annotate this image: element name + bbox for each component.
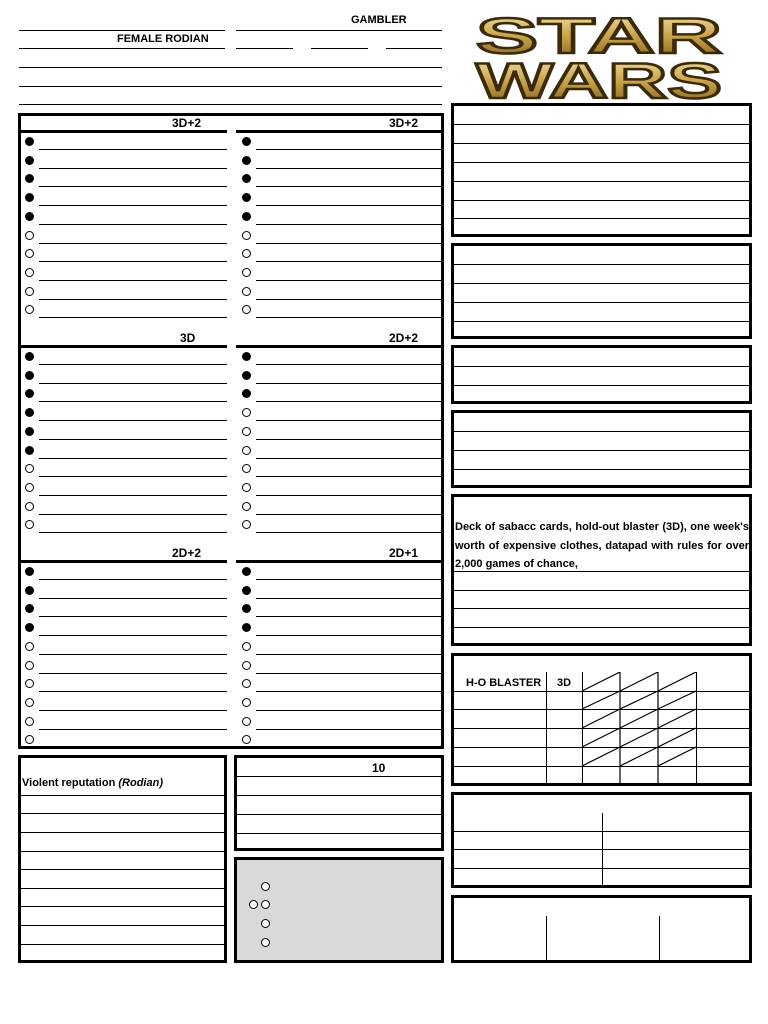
skill-line[interactable] — [256, 458, 442, 459]
wound-status-box — [451, 895, 752, 963]
skill-line[interactable] — [39, 224, 227, 225]
skill-line[interactable] — [39, 420, 227, 421]
attribute-value: 3D+2 — [389, 116, 419, 130]
connections-box — [451, 410, 752, 488]
skill-line[interactable] — [256, 439, 442, 440]
skill-line[interactable] — [39, 149, 227, 150]
objectives-box — [451, 345, 752, 404]
equipment-box — [451, 494, 752, 646]
skill-line[interactable] — [256, 635, 442, 636]
skill-line[interactable] — [256, 186, 442, 187]
skill-pip[interactable] — [242, 174, 251, 183]
complications-box — [18, 755, 227, 963]
skill-line[interactable] — [39, 439, 227, 440]
skill-line[interactable] — [256, 364, 442, 365]
skill-pip[interactable] — [25, 483, 34, 492]
skill-line[interactable] — [39, 747, 227, 748]
skill-pip[interactable] — [242, 520, 251, 529]
point-checkbox[interactable] — [261, 938, 270, 947]
skill-pip[interactable] — [25, 389, 34, 398]
skill-line[interactable] — [256, 495, 442, 496]
skill-pip[interactable] — [25, 567, 34, 576]
skill-line[interactable] — [256, 205, 442, 206]
skill-pip[interactable] — [25, 231, 34, 240]
skill-line[interactable] — [39, 280, 227, 281]
species-abilities-box — [451, 792, 752, 888]
skill-line[interactable] — [39, 317, 227, 318]
skill-pip[interactable] — [25, 520, 34, 529]
skill-line[interactable] — [39, 673, 227, 674]
skill-pip[interactable] — [242, 464, 251, 473]
complication-note: (Rodian) — [118, 777, 163, 789]
skill-pip[interactable] — [25, 249, 34, 258]
attribute-value: 2D+1 — [389, 546, 419, 560]
skill-pip[interactable] — [242, 679, 251, 688]
skill-pip[interactable] — [25, 717, 34, 726]
logo-text-wars: WARS — [476, 53, 722, 102]
skill-pip[interactable] — [25, 305, 34, 314]
skill-pip[interactable] — [242, 287, 251, 296]
skill-line[interactable] — [39, 598, 227, 599]
move-box — [234, 755, 444, 851]
skill-pip[interactable] — [242, 567, 251, 576]
skill-pip[interactable] — [242, 371, 251, 380]
skill-pip[interactable] — [25, 502, 34, 511]
skill-line[interactable] — [39, 616, 227, 617]
skill-pip[interactable] — [25, 427, 34, 436]
skill-line[interactable] — [256, 616, 442, 617]
skill-pip[interactable] — [242, 446, 251, 455]
point-checkbox[interactable] — [261, 882, 270, 891]
skill-pip[interactable] — [242, 193, 251, 202]
skill-pip[interactable] — [242, 231, 251, 240]
skill-line[interactable] — [256, 243, 442, 244]
skill-line[interactable] — [256, 317, 442, 318]
skill-pip[interactable] — [25, 137, 34, 146]
skill-line[interactable] — [39, 710, 227, 711]
skill-pip[interactable] — [242, 586, 251, 595]
skill-pip[interactable] — [242, 698, 251, 707]
skill-line[interactable] — [256, 710, 442, 711]
skill-line[interactable] — [256, 747, 442, 748]
skill-pip[interactable] — [25, 268, 34, 277]
skill-pip[interactable] — [25, 156, 34, 165]
skill-pip[interactable] — [25, 464, 34, 473]
equipment-text: Deck of sabacc cards, hold-out blaster (3D), one week's worth of expensive clothes, datapad with rules for over 2,000 games of chance, — [455, 521, 749, 570]
move-value: 10 — [372, 761, 386, 775]
skill-pip[interactable] — [242, 661, 251, 670]
skill-line[interactable] — [256, 514, 442, 515]
skill-pip[interactable] — [242, 268, 251, 277]
skill-line[interactable] — [39, 514, 227, 515]
skill-line[interactable] — [39, 495, 227, 496]
point-checkbox[interactable] — [249, 900, 258, 909]
skill-line[interactable] — [39, 299, 227, 300]
attribute-header-line — [19, 560, 227, 563]
skill-line[interactable] — [256, 673, 442, 674]
skill-pip[interactable] — [242, 389, 251, 398]
skill-pip[interactable] — [242, 642, 251, 651]
attribute-header-line — [236, 345, 442, 348]
species-label: FEMALE RODIAN — [117, 33, 209, 45]
skill-pip[interactable] — [242, 604, 251, 613]
skill-pip[interactable] — [25, 212, 34, 221]
skill-line[interactable] — [256, 476, 442, 477]
skill-line[interactable] — [39, 364, 227, 365]
skill-line[interactable] — [256, 299, 442, 300]
skill-line[interactable] — [39, 654, 227, 655]
skill-pip[interactable] — [25, 604, 34, 613]
attribute-header-line — [236, 560, 442, 563]
skill-pip[interactable] — [25, 193, 34, 202]
skill-pip[interactable] — [242, 623, 251, 632]
skill-pip[interactable] — [242, 735, 251, 744]
damage-track — [582, 672, 697, 786]
attribute-value: 3D+2 — [172, 116, 202, 130]
complication-text — [22, 777, 163, 789]
skill-line[interactable] — [256, 168, 442, 169]
skill-line[interactable] — [39, 729, 227, 730]
skill-pip[interactable] — [25, 287, 34, 296]
skill-line[interactable] — [256, 280, 442, 281]
skill-pip[interactable] — [25, 623, 34, 632]
skill-line[interactable] — [39, 401, 227, 402]
skill-line[interactable] — [39, 532, 227, 533]
weapon-damage: 3D — [557, 677, 572, 689]
skill-line[interactable] — [256, 224, 442, 225]
attribute-header-line — [19, 130, 227, 133]
skill-pip[interactable] — [25, 642, 34, 651]
skill-pip[interactable] — [25, 661, 34, 670]
attribute-value: 2D+2 — [389, 331, 419, 345]
skill-pip[interactable] — [25, 698, 34, 707]
skill-pip[interactable] — [242, 408, 251, 417]
skill-line[interactable] — [256, 532, 442, 533]
skill-pip[interactable] — [25, 408, 34, 417]
skill-line[interactable] — [256, 383, 442, 384]
attribute-header-line — [19, 345, 227, 348]
skill-pip[interactable] — [242, 427, 251, 436]
skill-line[interactable] — [39, 579, 227, 580]
skill-line[interactable] — [39, 168, 227, 169]
template-label: GAMBLER — [351, 14, 407, 26]
skill-pip[interactable] — [242, 717, 251, 726]
point-checkbox[interactable] — [261, 919, 270, 928]
skill-line[interactable] — [256, 401, 442, 402]
personality-box — [451, 243, 752, 339]
skill-line[interactable] — [256, 420, 442, 421]
skill-pip[interactable] — [25, 735, 34, 744]
skill-line[interactable] — [39, 243, 227, 244]
skill-line[interactable] — [39, 691, 227, 692]
complication-label: Violent reputation — [22, 777, 116, 789]
logo-text-star: STAR — [476, 10, 722, 64]
skill-line[interactable] — [256, 729, 442, 730]
skill-line[interactable] — [256, 654, 442, 655]
skill-pip[interactable] — [25, 352, 34, 361]
skill-line[interactable] — [39, 476, 227, 477]
skill-pip[interactable] — [242, 137, 251, 146]
skill-pip[interactable] — [242, 156, 251, 165]
skill-pip[interactable] — [242, 502, 251, 511]
skill-pip[interactable] — [25, 174, 34, 183]
skill-line[interactable] — [256, 598, 442, 599]
skill-line[interactable] — [39, 261, 227, 262]
skill-line[interactable] — [256, 261, 442, 262]
point-checkbox[interactable] — [261, 900, 270, 909]
skill-pip[interactable] — [25, 446, 34, 455]
skill-line[interactable] — [256, 691, 442, 692]
skill-pip[interactable] — [242, 212, 251, 221]
skill-line[interactable] — [39, 186, 227, 187]
weapons-box — [451, 653, 752, 786]
attribute-value: 3D — [180, 331, 196, 345]
skill-line[interactable] — [39, 635, 227, 636]
character-info-box — [451, 103, 752, 237]
attribute-header-line — [236, 130, 442, 133]
attribute-value: 2D+2 — [172, 546, 202, 560]
points-box — [234, 857, 444, 963]
skill-pip[interactable] — [242, 352, 251, 361]
skill-pip[interactable] — [25, 586, 34, 595]
weapon-name: H-O BLASTER — [466, 677, 542, 689]
skill-pip[interactable] — [25, 371, 34, 380]
skill-pip[interactable] — [242, 249, 251, 258]
skill-pip[interactable] — [25, 679, 34, 688]
skill-line[interactable] — [256, 149, 442, 150]
skill-pip[interactable] — [242, 305, 251, 314]
skill-line[interactable] — [39, 383, 227, 384]
skill-line[interactable] — [39, 458, 227, 459]
skill-line[interactable] — [256, 579, 442, 580]
skill-line[interactable] — [39, 205, 227, 206]
skill-pip[interactable] — [242, 483, 251, 492]
